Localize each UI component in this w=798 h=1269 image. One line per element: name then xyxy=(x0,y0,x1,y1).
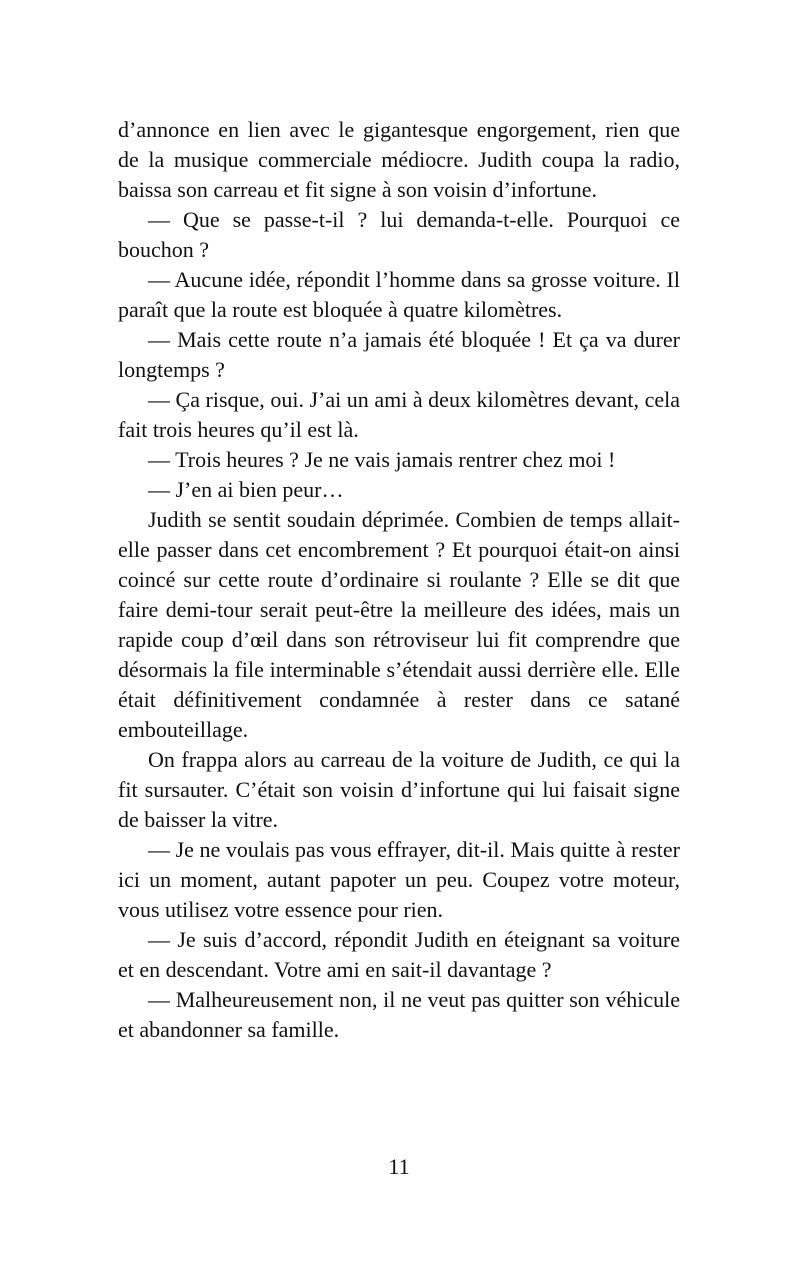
dialogue-line: — Je ne voulais pas vous effrayer, dit-il. Mais quitte à rester ici un moment, autant papoter un peu. Coupez votre moteur, vous utilisez votre essence pour rien. xyxy=(118,837,680,922)
narrative-paragraph: On frappa alors au carreau de la voiture de Judith, ce qui la fit sursauter. C’était son voisin d’infortune qui lui faisait signe de baisser la vitre. xyxy=(118,747,680,832)
narrative-paragraph: Judith se sentit soudain déprimée. Combien de temps allait-elle passer dans cet encombrement ? Et pourquoi était-on ainsi coincé sur cette route d’ordinaire si roulante ? Elle se dit que faire demi-tour serait peut-être la meilleure des idées, mais un rapide coup d’œil dans son rétroviseur lui fit comprendre que désormais la file interminable s’étendait aussi derrière elle. Elle était définitivement condamnée à rester dans ce satané embouteillage. xyxy=(118,507,680,742)
dialogue-line: — Aucune idée, répondit l’homme dans sa grosse voiture. Il paraît que la route est bloquée à quatre kilomètres. xyxy=(118,267,680,322)
dialogue-line: — Je suis d’accord, répondit Judith en éteignant sa voiture et en descendant. Votre ami en sait-il davantage ? xyxy=(118,927,680,982)
dialogue-line: — Malheureusement non, il ne veut pas quitter son véhicule et abandonner sa famille. xyxy=(118,987,680,1042)
dialogue-line: — J’en ai bien peur… xyxy=(148,477,344,502)
page-body xyxy=(118,115,680,1045)
dialogue-line: — Mais cette route n’a jamais été bloquée ! Et ça va durer longtemps ? xyxy=(118,327,680,382)
dialogue-line: — Que se passe-t-il ? lui demanda-t-elle. Pourquoi ce bouchon ? xyxy=(118,207,680,262)
page-number: 11 xyxy=(388,1154,410,1179)
dialogue-line: — Trois heures ? Je ne vais jamais rentrer chez moi ! xyxy=(148,447,616,472)
paragraph-continuation: d’annonce en lien avec le gigantesque engorgement, rien que de la musique commerciale médiocre. Judith coupa la radio, baissa son carreau et fit signe à son voisin d’infortune. xyxy=(118,117,680,202)
dialogue-line: — Ça risque, oui. J’ai un ami à deux kilomètres devant, cela fait trois heures qu’il est là. xyxy=(118,387,680,442)
